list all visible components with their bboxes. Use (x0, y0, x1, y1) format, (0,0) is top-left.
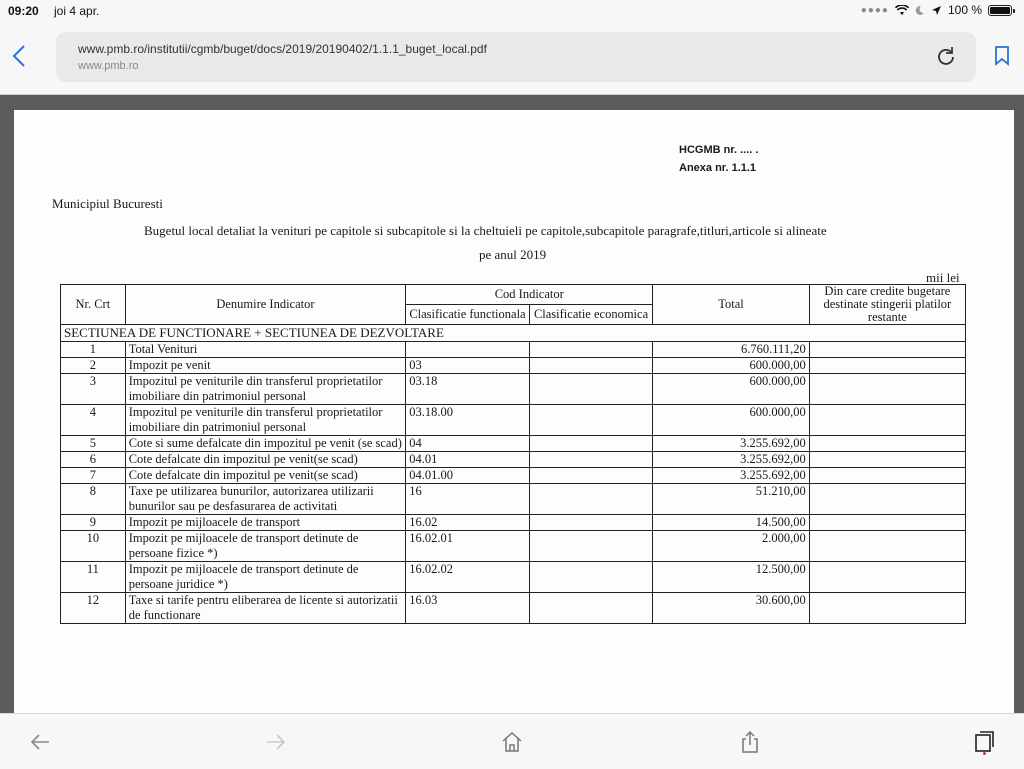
row-nr: 8 (61, 484, 126, 515)
battery-percent: 100 % (947, 3, 982, 17)
hcgmb-number: HCGMB nr. .... . (679, 144, 759, 156)
bookmark-icon[interactable] (994, 46, 1010, 66)
row-functional: 16.02.02 (406, 562, 530, 593)
status-indicators (861, 3, 1012, 17)
row-functional: 16.02 (406, 515, 530, 531)
row-functional: 16.03 (406, 593, 530, 624)
moon-icon (915, 5, 925, 16)
section-title: SECTIUNEA DE FUNCTIONARE + SECTIUNEA DE DEZVOLTARE (61, 325, 966, 342)
row-name: Taxe pe utilizarea bunurilor, autorizarea utilizarii bunurilor sau pe desfasurarea de activitati (125, 484, 406, 515)
row-total: 600.000,00 (653, 358, 809, 374)
domain-text: www.pmb.ro (78, 60, 139, 72)
document-year: pe anul 2019 (479, 247, 547, 262)
row-din-care (809, 531, 965, 562)
row-total: 2.000,00 (653, 531, 809, 562)
bottom-toolbar (0, 713, 1024, 769)
row-functional: 04 (406, 436, 530, 452)
navigation-bar (0, 22, 1024, 95)
row-nr: 11 (61, 562, 126, 593)
row-economic (529, 405, 653, 436)
table-row (61, 562, 966, 593)
row-nr: 12 (61, 593, 126, 624)
header-nr-crt: Nr. Crt (61, 285, 126, 325)
row-economic (529, 358, 653, 374)
arrow-left-icon[interactable] (28, 730, 52, 754)
row-din-care (809, 484, 965, 515)
header-denumire: Denumire Indicator (125, 285, 406, 325)
row-name: Cote si sume defalcate din impozitul pe venit (se scad) (125, 436, 406, 452)
back-button[interactable] (12, 44, 34, 72)
home-icon[interactable] (500, 730, 524, 754)
row-functional: 03.18.00 (406, 405, 530, 436)
row-total: 12.500,00 (653, 562, 809, 593)
row-functional: 16 (406, 484, 530, 515)
row-nr: 3 (61, 374, 126, 405)
row-functional: 04.01.00 (406, 468, 530, 484)
row-economic (529, 531, 653, 562)
row-nr: 9 (61, 515, 126, 531)
row-functional: 04.01 (406, 452, 530, 468)
row-total: 3.255.692,00 (653, 468, 809, 484)
row-name: Impozitul pe veniturile din transferul proprietatilor imobiliare din patrimoniul personal (125, 405, 406, 436)
row-total: 3.255.692,00 (653, 452, 809, 468)
status-bar (0, 0, 1024, 22)
unit-label: mii lei (926, 270, 960, 285)
row-economic (529, 562, 653, 593)
row-economic (529, 515, 653, 531)
row-din-care (809, 562, 965, 593)
address-bar[interactable] (56, 32, 976, 82)
table-row (61, 405, 966, 436)
header-din-care: Din care credite bugetare destinate stingerii platilor restante (809, 285, 965, 325)
row-din-care (809, 405, 965, 436)
row-nr: 4 (61, 405, 126, 436)
budget-body (61, 325, 966, 624)
notification-dot (983, 752, 986, 755)
header-total: Total (653, 285, 809, 325)
row-name: Impozit pe mijloacele de transport (125, 515, 406, 531)
row-economic (529, 484, 653, 515)
pdf-page (14, 110, 1014, 730)
row-din-care (809, 452, 965, 468)
status-time: 09:20 (8, 4, 39, 18)
table-row (61, 484, 966, 515)
row-din-care (809, 468, 965, 484)
table-row (61, 358, 966, 374)
row-din-care (809, 436, 965, 452)
row-nr: 2 (61, 358, 126, 374)
row-total: 600.000,00 (653, 374, 809, 405)
table-row (61, 436, 966, 452)
row-economic (529, 593, 653, 624)
row-name: Impozit pe mijloacele de transport detinute de persoane juridice *) (125, 562, 406, 593)
row-economic (529, 452, 653, 468)
table-row (61, 452, 966, 468)
row-nr: 10 (61, 531, 126, 562)
row-total: 3.255.692,00 (653, 436, 809, 452)
status-date: joi 4 apr. (54, 4, 100, 18)
reload-icon[interactable] (936, 46, 956, 66)
row-economic (529, 342, 653, 358)
table-row (61, 515, 966, 531)
row-functional (406, 342, 530, 358)
row-name: Total Venituri (125, 342, 406, 358)
header-economic: Clasificatie economica (529, 305, 653, 325)
row-nr: 1 (61, 342, 126, 358)
row-nr: 5 (61, 436, 126, 452)
row-name: Impozit pe venit (125, 358, 406, 374)
battery-fill (990, 7, 1010, 14)
wifi-icon (895, 5, 909, 16)
row-total: 600.000,00 (653, 405, 809, 436)
row-total: 14.500,00 (653, 515, 809, 531)
section-row (61, 325, 966, 342)
row-total: 30.600,00 (653, 593, 809, 624)
header-cod-indicator: Cod Indicator (406, 285, 653, 305)
row-economic (529, 436, 653, 452)
anexa-number: Anexa nr. 1.1.1 (679, 162, 757, 174)
header-row (61, 285, 966, 305)
row-economic (529, 374, 653, 405)
table-row (61, 531, 966, 562)
location-icon (931, 5, 942, 16)
arrow-right-icon[interactable] (264, 730, 288, 754)
table-row (61, 342, 966, 358)
row-din-care (809, 342, 965, 358)
pdf-viewer[interactable] (0, 95, 1024, 713)
row-nr: 6 (61, 452, 126, 468)
battery-icon (988, 5, 1012, 16)
table-row (61, 374, 966, 405)
row-din-care (809, 374, 965, 405)
row-functional: 16.02.01 (406, 531, 530, 562)
table-row (61, 468, 966, 484)
row-name: Impozitul pe veniturile din transferul proprietatilor imobiliare din patrimoniul personal (125, 374, 406, 405)
row-din-care (809, 593, 965, 624)
row-name: Taxe si tarife pentru eliberarea de licente si autorizatii de functionare (125, 593, 406, 624)
tabs-icon[interactable] (972, 730, 996, 754)
share-icon[interactable] (738, 730, 762, 754)
row-total: 6.760.111,20 (653, 342, 809, 358)
row-name: Impozit pe mijloacele de transport detinute de persoane fizice *) (125, 531, 406, 562)
row-functional: 03 (406, 358, 530, 374)
row-din-care (809, 515, 965, 531)
row-functional: 03.18 (406, 374, 530, 405)
row-nr: 7 (61, 468, 126, 484)
municipality: Municipiul Bucuresti (52, 196, 163, 211)
row-din-care (809, 358, 965, 374)
signal-dots-icon: ●●●● (860, 4, 889, 16)
back-icon (12, 44, 26, 68)
header-functional: Clasificatie functionala (406, 305, 530, 325)
row-total: 51.210,00 (653, 484, 809, 515)
row-name: Cote defalcate din impozitul pe venit(se scad) (125, 452, 406, 468)
budget-table (60, 284, 966, 624)
row-name: Cote defalcate din impozitul pe venit(se scad) (125, 468, 406, 484)
table-row (61, 593, 966, 624)
row-economic (529, 468, 653, 484)
document-title: Bugetul local detaliat la venituri pe capitole si subcapitole si la cheltuieli pe capitole,subcapitole paragrafe,titluri,articole si alineate (144, 223, 827, 238)
url-text[interactable]: www.pmb.ro/institutii/cgmb/buget/docs/2019/20190402/1.1.1_buget_local.pdf (78, 42, 487, 56)
